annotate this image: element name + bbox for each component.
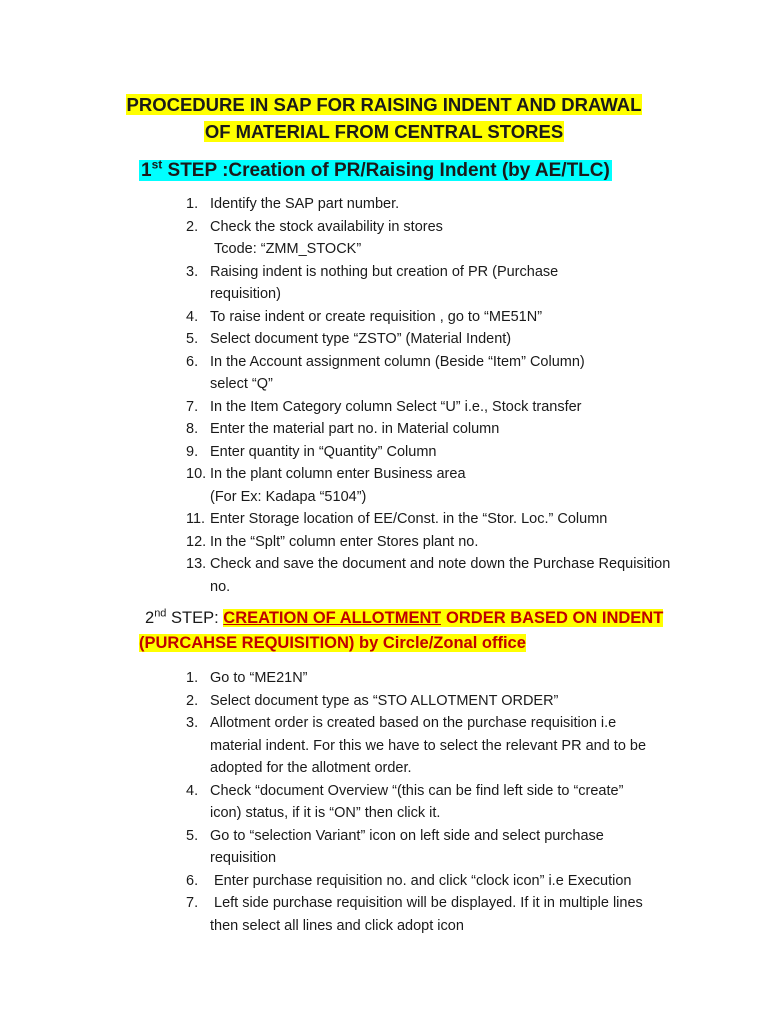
step1-list — [186, 193, 746, 598]
list-item-text: Check and save the document and note down the Purchase Requisition — [210, 556, 671, 572]
list-item-text: Raising indent is nothing but creation of PR (Purchase — [210, 263, 559, 280]
document-title-line2: OF MATERIAL FROM CENTRAL STORES — [204, 121, 564, 142]
list-item-number: 2. — [186, 218, 199, 235]
list-item-number: 5. — [186, 827, 199, 844]
list-item-number: 3. — [186, 263, 199, 280]
list-item — [186, 306, 746, 329]
list-item-number: 7. — [186, 895, 199, 911]
list-item-number: 8. — [186, 421, 199, 437]
list-item — [186, 508, 746, 531]
step2-heading: 2nd STEP: CREATION OF ALLOTMENT ORDER BASED ON INDENT (PURCAHSE REQUISITION) by Circle/Zonal office — [139, 607, 664, 652]
list-item-text: Left side purchase requisition will be displayed. If it in multiple lines — [214, 895, 643, 911]
list-item — [186, 261, 746, 306]
list-item-text: Go to “ME21N” — [210, 670, 308, 686]
list-item-text: In the “Splt” column enter Stores plant no. — [210, 533, 479, 550]
list-item-text: Go to “selection Variant” icon on left side and select purchase — [210, 827, 604, 844]
list-item — [186, 553, 746, 598]
list-item-number: 4. — [186, 308, 199, 325]
list-item-text: material indent. For this we have to select the relevant PR and to be — [210, 737, 647, 754]
list-item-text: To raise indent or create requisition , go to “ME51N” — [210, 308, 543, 325]
list-item-number: 4. — [186, 782, 199, 799]
step2-list — [186, 667, 726, 937]
list-item-text: requisition) — [210, 286, 281, 302]
list-item-text: then select all lines and click adopt icon — [210, 917, 464, 934]
list-item — [186, 463, 746, 508]
list-item-text: In the Item Category column Select “U” i.e., Stock transfer — [210, 398, 582, 415]
list-item-number: 13. — [186, 556, 207, 572]
list-item-text: (For Ex: Kadapa “5104”) — [210, 488, 367, 505]
list-item — [186, 216, 746, 261]
list-item — [186, 892, 726, 937]
list-item-text: Tcode: “ZMM_STOCK” — [214, 241, 362, 257]
list-item — [186, 712, 726, 780]
list-item-number: 10. — [186, 466, 207, 482]
list-item — [186, 870, 726, 893]
list-item-number: 7. — [186, 398, 199, 415]
list-item — [186, 780, 726, 825]
list-item-number: 11. — [186, 511, 206, 527]
list-item-number: 6. — [186, 353, 199, 370]
list-item — [186, 531, 746, 554]
list-item-number: 3. — [186, 715, 199, 731]
list-item — [186, 441, 746, 464]
list-item-number: 5. — [186, 331, 199, 347]
list-item-number: 12. — [186, 533, 207, 550]
list-item-number: 1. — [186, 670, 199, 686]
list-item-text: no. — [210, 578, 231, 595]
list-item — [186, 825, 726, 870]
list-item-text: requisition — [210, 850, 277, 866]
list-item-number: 1. — [186, 196, 199, 212]
list-item — [186, 328, 746, 351]
list-item — [186, 418, 746, 441]
list-item — [186, 193, 746, 216]
list-item — [186, 667, 726, 690]
list-item-number: 9. — [186, 443, 199, 460]
list-item — [186, 690, 726, 713]
list-item-text: Identify the SAP part number. — [210, 196, 400, 212]
document-title-line1: PROCEDURE IN SAP FOR RAISING INDENT AND DRAWAL — [126, 94, 642, 115]
list-item-text: Enter the material part no. in Material column — [210, 421, 500, 437]
list-item-text: In the Account assignment column (Beside “Item” Column) — [210, 353, 585, 370]
list-item-text: Allotment order is created based on the purchase requisition i.e — [210, 715, 617, 731]
list-item-text: icon) status, if it is “ON” then click it. — [210, 805, 441, 821]
list-item-text: adopted for the allotment order. — [210, 760, 412, 776]
list-item — [186, 396, 746, 419]
list-item-text: In the plant column enter Business area — [210, 466, 466, 482]
list-item-number: 2. — [186, 692, 199, 709]
list-item-text: select “Q” — [210, 376, 273, 392]
list-item-text: Enter purchase requisition no. and click “clock icon” i.e Execution — [214, 872, 632, 889]
list-item-text: Select document type as “STO ALLOTMENT ORDER” — [210, 692, 559, 709]
list-item-text: Select document type “ZSTO” (Material Indent) — [210, 331, 512, 347]
step1-heading: 1st STEP :Creation of PR/Raising Indent (by AE/TLC) — [141, 157, 610, 181]
list-item-text: Check the stock availability in stores — [210, 218, 443, 235]
list-item-number: 6. — [186, 872, 199, 889]
list-item — [186, 351, 746, 396]
list-item-text: Enter quantity in “Quantity” Column — [210, 443, 437, 460]
list-item-text: Enter Storage location of EE/Const. in the “Stor. Loc.” Column — [210, 511, 608, 527]
list-item-text: Check “document Overview “(this can be find left side to “create” — [210, 782, 624, 799]
